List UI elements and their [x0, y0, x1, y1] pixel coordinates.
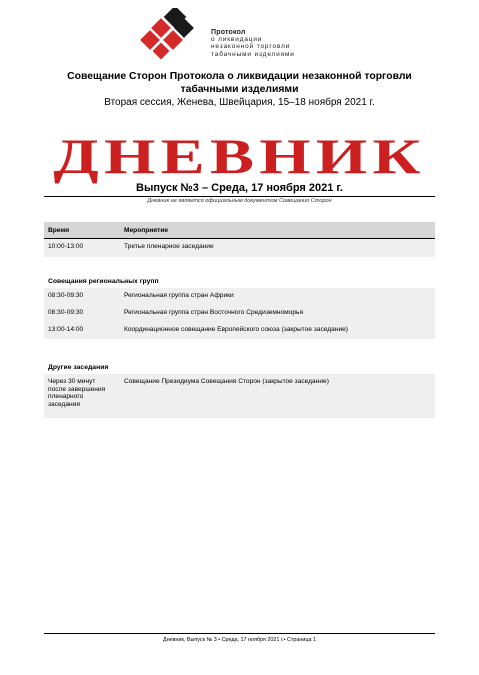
schedule-table: [44, 222, 435, 257]
disclaimer: Дневник не является официальным документом Совещания Сторон: [147, 198, 332, 204]
logo-text: [211, 29, 295, 58]
issue-line: Выпуск №3 – Среда, 17 ноября 2021 г.: [136, 182, 343, 194]
logo-diamonds-icon: [140, 8, 210, 62]
row-time: 13:00-14:00: [48, 326, 84, 333]
row-event: Региональная группа стран Африки: [124, 292, 234, 299]
table-row: [44, 322, 435, 339]
row-time-line: Через 30 минут: [48, 378, 96, 385]
table-row: [44, 239, 435, 257]
table-row: [44, 374, 435, 418]
row-time: 10:00-13:00: [48, 243, 84, 250]
conference-title: Совещание Сторон Протокола о ликвидации незаконной торговли табачными изделиями: [67, 71, 412, 95]
logo-line-1: Протокол: [211, 29, 246, 36]
header-rule: [44, 196, 435, 197]
row-event: Совещание Президиума Совещания Сторон (закрытое заседание): [124, 378, 329, 385]
footer-rule: [44, 633, 435, 634]
logo-line-3: незаконной торговли: [211, 43, 291, 51]
row-event: Третье пленарное заседание: [124, 243, 214, 250]
row-time-line: заседания: [48, 400, 80, 408]
header-time: Время: [48, 227, 70, 234]
conference-subtitle: Вторая сессия, Женева, Швейцария, 15–18 ноября 2021 г.: [104, 97, 375, 108]
protocol-logo: [140, 8, 320, 62]
table-row: [44, 288, 435, 305]
row-time: 08:30-09:30: [48, 309, 84, 316]
other-table: [44, 374, 435, 418]
page-footer: Дневник, Выпуск № 3 • Среда, 17 ноября 2021 г.• Страница 1: [163, 637, 316, 643]
header-event: Мероприятие: [124, 227, 169, 234]
row-event: Региональная группа стран Восточного Средиземноморья: [124, 309, 304, 316]
table-header: [44, 222, 435, 239]
row-time: [48, 378, 105, 408]
logo-line-4: табачными изделиями: [211, 50, 295, 58]
regional-table: [44, 288, 435, 339]
logo-line-2: о ликвидации: [211, 36, 263, 44]
other-section-title: Другие заседания: [48, 364, 109, 371]
regional-section-title: Совещания региональных групп: [48, 278, 159, 285]
row-time: 08:30-09:30: [48, 292, 84, 299]
table-row: [44, 305, 435, 322]
row-time-line: после завершения: [48, 385, 106, 393]
journal-masthead: ДНЕВНИК: [53, 128, 426, 184]
row-time-line: пленарного: [48, 393, 84, 401]
row-event: Координационное совещание Европейского союза (закрытое заседание): [124, 326, 349, 333]
